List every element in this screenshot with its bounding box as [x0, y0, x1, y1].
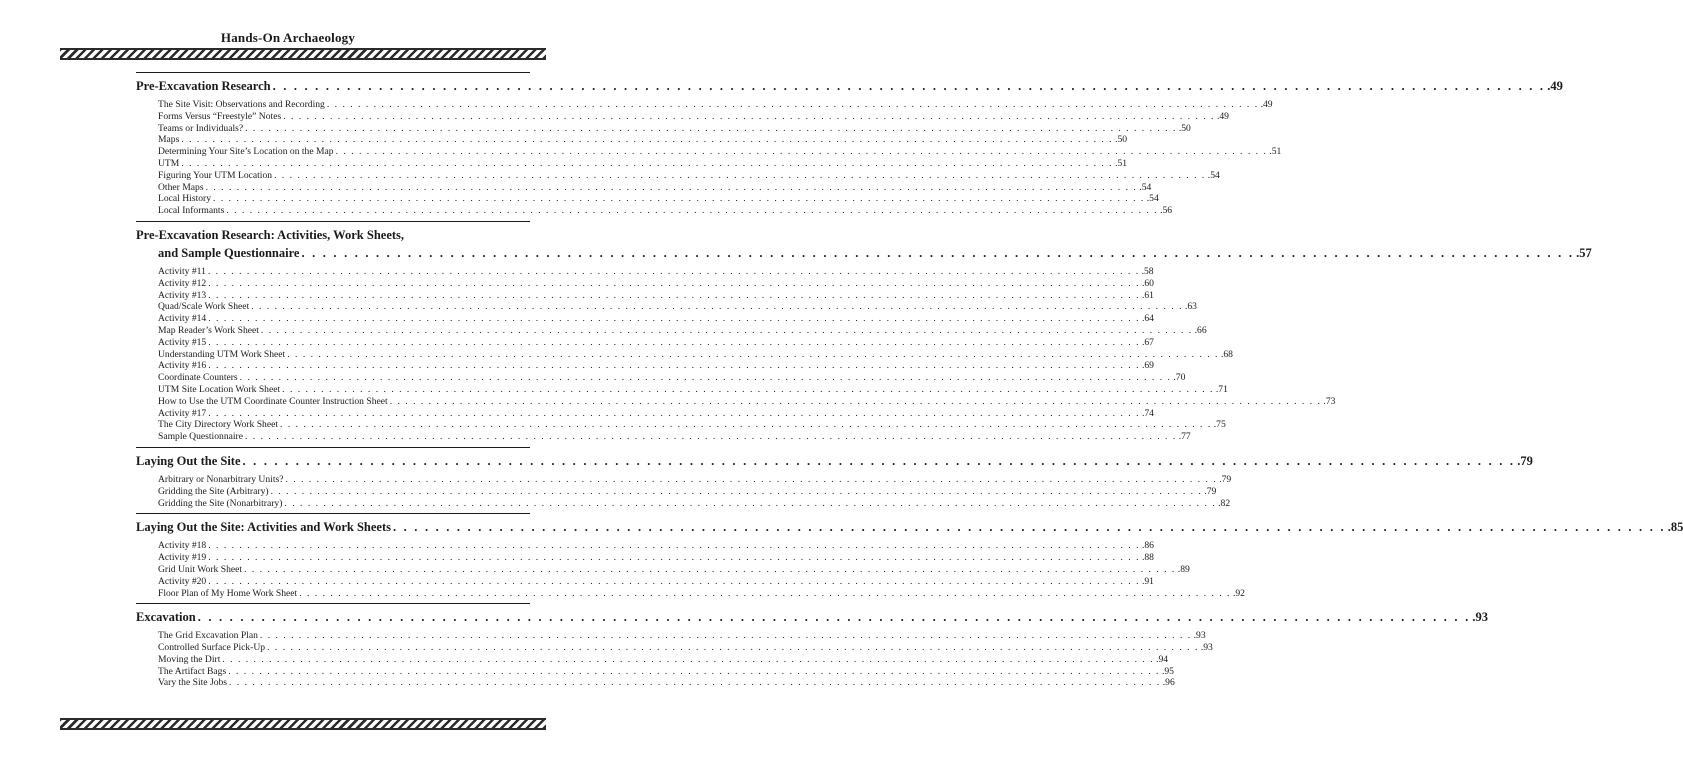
section-page-number: .85: [1667, 520, 1683, 535]
entry-page-number: .71: [1215, 383, 1228, 395]
entry-title: Activity #15: [158, 336, 207, 348]
toc-entry[interactable]: [136, 642, 1213, 654]
toc-entry[interactable]: [136, 677, 1175, 689]
entry-title: Understanding UTM Work Sheet: [158, 348, 286, 360]
entry-title: Activity #20: [158, 575, 207, 587]
entry-list: [136, 630, 1213, 689]
entry-page-number: .93: [1193, 630, 1206, 642]
entry-page-number: .70: [1173, 372, 1186, 384]
section-title: Pre-Excavation Research: [136, 79, 271, 93]
entry-page-number: .96: [1162, 677, 1175, 689]
entry-list: [136, 99, 1282, 217]
entry-page-number: .69: [1141, 360, 1154, 372]
dot-leader: . . . . . . . . . . . . . . . . . . . . . . . . . . . . . . . . . . . . . . . . . . . . . . . . . . . . . . . . . . . . . . . . . . . . . . . . . . . . . . . . . . . . . . . . . . . . . . . . . . . . . . . . . . . . . . . . . . . . . . . .: [287, 348, 1219, 360]
toc-entry[interactable]: [136, 193, 1159, 205]
toc-entry[interactable]: [136, 419, 1226, 431]
toc-entry[interactable]: [136, 301, 1197, 313]
toc-section: [136, 603, 1489, 689]
entry-title: Quad/Scale Work Sheet: [158, 301, 250, 313]
entry-title: Gridding the Site (Arbitrary): [158, 485, 269, 497]
dot-leader: . . . . . . . . . . . . . . . . . . . . . . . . . . . . . . . . . . . . . . . . . . . . . . . . . . . . . . . . . . . . . . . . . . . . . . . . . . . . . . . . . . . . . . . . . . . . . . . . . . . . . . . . . . . . . . . . . . . . . . . .: [285, 473, 1218, 485]
toc-entry[interactable]: [136, 431, 1191, 443]
toc-entry[interactable]: [136, 395, 1336, 408]
entry-title: Activity #18: [158, 540, 207, 552]
entry-title: Forms Versus “Freestyle” Notes: [158, 110, 282, 122]
toc-entry[interactable]: [136, 336, 1154, 349]
toc-entry[interactable]: [136, 157, 1128, 170]
dot-leader: . . . . . . . . . . . . . . . . . . . . . . . . . . . . . . . . . . . . . . . . . . . . . . . . . . . . . . . . . . . . . . . . . . . . . . . . . . . . . . . . . . . . . . . . . . . . . . . . . . . . . . . . . . . . . . . . . . . . . . . .: [208, 313, 1140, 325]
dot-leader: . . . . . . . . . . . . . . . . . . . . . . . . . . . . . . . . . . . . . . . . . . . . . . . . . . . . . . . . . . . . . . . . . . . . . . . . . . . . . . . . . . . . . . . . . . . . . . . . . . . . . . . . . . . . . . . . . . . . . . . .: [226, 205, 1159, 217]
dot-leader: . . . . . . . . . . . . . . . . . . . . . . . . . . . . . . . . . . . . . . . . . . . . . . . . . . . . . . . . . . . . . . . . . . . . . . . . . . . . . . . . . . . . . . . . . . . . . . . . . . . . . . . . . . . . . . . . . . . . . . . .: [222, 653, 1155, 665]
entry-title: Activity #13: [158, 289, 207, 301]
entry-page-number: .89: [1177, 563, 1190, 575]
table-of-contents: [136, 72, 1683, 693]
entry-title: The City Directory Work Sheet: [158, 419, 279, 431]
entry-page-number: .50: [1178, 122, 1191, 134]
dot-leader: . . . . . . . . . . . . . . . . . . . . . . . . . . . . . . . . . . . . . . . . . . . . . . . . . . . . . . . . . . . . . . . . . . . . . . . . . . . . . . . . . . . . . . . . . . . . . . . . . . . . . . . . . . . . . . . . . . . . . . . .: [283, 110, 1215, 122]
section-heading[interactable]: [136, 610, 1489, 628]
entry-title: Grid Unit Work Sheet: [158, 563, 243, 575]
entry-list: [136, 473, 1232, 509]
entry-page-number: .94: [1156, 653, 1169, 665]
section-heading[interactable]: [136, 228, 530, 246]
entry-title: Determining Your Site’s Location on the Map: [158, 146, 334, 158]
entry-title: Floor Plan of My Home Work Sheet: [158, 587, 298, 599]
entry-title: Figuring Your UTM Location: [158, 169, 273, 181]
toc-entry[interactable]: [136, 205, 1173, 217]
entry-title: Local History: [158, 193, 212, 205]
toc-entry[interactable]: [136, 134, 1128, 146]
dot-leader: . . . . . . . . . . . . . . . . . . . . . . . . . . . . . . . . . . . . . . . . . . . . . . . . . . . . . . . . . . . . . . . . . . . . . . . . . . . . . . . . . . . . . . . . . . . . . . . . . . . . . . . . . . . . . . . . . . . . . . . .: [267, 642, 1199, 654]
dot-leader: . . . . . . . . . . . . . . . . . . . . . . . . . . . . . . . . . . . . . . . . . . . . . . . . . . . . . . . . . . . . . . . . . . . . . . . . . . . . . . . . . . . . . . . . . . . . . . . . . . . . . . . . . . . . . . . . . . . . . . . .: [208, 336, 1140, 348]
toc-entry[interactable]: [136, 630, 1206, 642]
entry-page-number: .93: [1200, 642, 1213, 654]
dot-leader: . . . . . . . . . . . . . . . . . . . . . . . . . . . . . . . . . . . . . . . . . . . . . . . . . . . . . . . . . . . . . . . . . . . . . . . . . . . . . . . . . . . . . . . . . . . . . . . . . . . . . . . . . . . . . . . . . . . . . . . .: [208, 552, 1140, 564]
entry-list: [136, 265, 1336, 443]
section-title: and Sample Questionnaire: [158, 245, 300, 260]
dot-leader: . . . . . . . . . . . . . . . . . . . . . . . . . . . . . . . . . . . . . . . . . . . . . . . . . . . . . . . . . . . . . . . . . . . . . . . . . . . . . . . . . . . . . . . . . . . . . . . . . . . . . . . . . . . . . . . . . . . . . . . .: [259, 630, 1192, 642]
entry-page-number: .64: [1141, 313, 1154, 325]
dot-leader: . . . . . . . . . . . . . . . . . . . . . . . . . . . . . . . . . . . . . . . . . . . . . . . . . . . . . . . . . . . . . . . . . . . . . . . . . . . . . . . . . . . . . . . . . . . . . . . . . . . . . . . . . . . . . . . . . . . . . . . .: [335, 146, 1268, 158]
entry-title: Vary the Site Jobs: [158, 677, 228, 689]
dot-leader: . . . . . . . . . . . . . . . . . . . . . . . . . . . . . . . . . . . . . . . . . . . . . . . . . . . . . . . . . . . . . . . . . . . . . . . . . . . . . . . . . . . . . . . . . . . . . . . . . . . . . . . . . . . . . . . . . . . . . . . .: [270, 485, 1203, 497]
dot-leader: . . . . . . . . . . . . . . . . . . . . . . . . . . . . . . . . . . . . . . . . . . . . . . . . . . . . . . . . . . . . . . . . . . . . . . . . . . . . . . . . . . . . . . . . . . . . . . . . . . . . . . . . . . . . . . . . . . . . . . . .: [239, 372, 1172, 384]
section-heading[interactable]: [136, 453, 1533, 472]
entry-title: Sample Questionnaire: [158, 431, 243, 443]
dot-leader: . . . . . . . . . . . . . . . . . . . . . . . . . . . . . . . . . . . . . . . . . . . . . . . . . . . . . . . . . . . . . . . . . . . . . . . . . . . . . . . . . . . . . . . . . . . . . . . . . . . . . . . . . . . . . . . . . . . . . . . .: [181, 157, 1114, 169]
entry-page-number: .49: [1216, 110, 1229, 122]
toc-entry[interactable]: [136, 169, 1220, 182]
section-title: Pre-Excavation Research: Activities, Work Sheets,: [136, 227, 405, 242]
toc-section: [136, 221, 1592, 443]
entry-page-number: .49: [1260, 99, 1273, 110]
entry-title: The Artifact Bags: [158, 665, 227, 677]
toc-entry[interactable]: [136, 563, 1190, 576]
toc-entry[interactable]: [136, 99, 1273, 111]
dot-leader: . . . . . . . . . . . . . . . . . . . . . . . . . . . . . . . . . . . . . . . . . . . . . . . . . . . . . . . . . . . . . . . . . . . . . . . . . . . . . . . . . . . . . . . . . . . . . . . . . . . . . . . . . . . . . . . . . . . . . . . .: [207, 265, 1140, 277]
entry-page-number: .54: [1139, 181, 1152, 193]
section-page-number: .49: [1547, 79, 1563, 93]
section-heading[interactable]: [136, 520, 1683, 538]
entry-page-number: .75: [1213, 419, 1226, 431]
entry-page-number: .73: [1323, 395, 1336, 407]
dot-leader: . . . . . . . . . . . . . . . . . . . . . . . . . . . . . . . . . . . . . . . . . . . . . . . . . . . . . . . . . . . . . . . . . . . . . . . . . . . . . . . . . . . . . . . . . . . . . . . . . . . . . . . . . . . . . . . . . . . . . . . .: [208, 540, 1140, 552]
entry-page-number: .68: [1220, 348, 1233, 360]
entry-page-number: .91: [1141, 575, 1154, 587]
entry-title: How to Use the UTM Coordinate Counter Instruction Sheet: [158, 395, 388, 407]
toc-entry[interactable]: [136, 360, 1154, 372]
running-header-title: Hands-On Archaeology: [220, 30, 356, 45]
dot-leader: . . . . . . . . . . . . . . . . . . . . . . . . . . . . . . . . . . . . . . . . . . . . . . . . . . . . . . . . . . . . . . . . . . . . . . . . . . . . . . . . . . . . . . . . . . . . . . . . . . . . . . . . . . . . . . . . . . . . . . . .: [208, 407, 1140, 419]
section-title: Laying Out the Site: Activities and Work Sheets: [136, 520, 391, 535]
toc-entry[interactable]: [136, 265, 1154, 278]
section-heading[interactable]: [136, 245, 1592, 264]
dot-leader: . . . . . . . . . . . . . . . . . . . . . . . . . . . . . . . . . . . . . . . . . . . . . . . . . . . . . . . . . . . . . . . . . . . . . . . . . . . . . . . . . . . . . . . . . . . . . . . . . . . . . . . . . . . . . . . . . . . . . . . .: [245, 122, 1177, 134]
section-title: Excavation: [136, 610, 196, 625]
toc-entry[interactable]: [136, 110, 1229, 123]
toc-entry[interactable]: [136, 485, 1217, 498]
entry-title: Controlled Surface Pick-Up: [158, 642, 266, 654]
entry-page-number: .56: [1160, 205, 1173, 217]
dot-leader: . . . . . . . . . . . . . . . . . . . . . . . . . . . . . . . . . . . . . . . . . . . . . . . . . . . . . . . . . . . . . . . . . . . . . . . . . . . . . . . . . . . . . . . . . . . . . . . . . . . . . . . . . . . . . . . . . . . . . . . .: [228, 665, 1160, 677]
toc-entry[interactable]: [136, 383, 1228, 396]
section-page-number: .57: [1576, 245, 1592, 260]
entry-page-number: .60: [1141, 277, 1154, 289]
toc-entry[interactable]: [136, 473, 1232, 486]
entry-page-number: .58: [1141, 265, 1154, 277]
entry-title: Map Reader’s Work Sheet: [158, 324, 259, 336]
dot-leader: . . . . . . . . . . . . . . . . . . . . . . . . . . . . . . . . . . . . . . . . . . . . . . . . . . . . . . . . . . . . . . . . . . . . . . . . . . . . . . . . . . . . . . . . . . . . . . . . . . . . . . . . . . . . . . . . . . . . . . . .: [301, 245, 1575, 260]
toc-section: [136, 513, 1683, 599]
section-page-number: .79: [1517, 453, 1533, 468]
entry-title: UTM: [158, 157, 180, 169]
entry-page-number: .86: [1141, 540, 1154, 552]
toc-entry[interactable]: [136, 407, 1154, 420]
section-page-number: .93: [1472, 610, 1489, 625]
dot-leader: . . . . . . . . . . . . . . . . . . . . . . . . . . . . . . . . . . . . . . . . . . . . . . . . . . . . . . . . . . . . . . . . . . . . . . . . . . . . . . . . . . . . . . . . . . . . . . . . . . . . . . . . . . . . . . . . . . . . . . . .: [299, 587, 1231, 599]
entry-title: Gridding the Site (Nonarbitrary): [158, 497, 283, 509]
toc-entry[interactable]: [136, 277, 1154, 290]
entry-title: The Grid Excavation Plan: [158, 630, 258, 642]
toc-section: [136, 72, 1563, 217]
dot-leader: . . . . . . . . . . . . . . . . . . . . . . . . . . . . . . . . . . . . . . . . . . . . . . . . . . . . . . . . . . . . . . . . . . . . . . . . . . . . . . . . . . . . . . . . . . . . . . . . . . . . . . . . . . . . . . . . . . . . . . . .: [245, 431, 1177, 443]
dot-leader: . . . . . . . . . . . . . . . . . . . . . . . . . . . . . . . . . . . . . . . . . . . . . . . . . . . . . . . . . . . . . . . . . . . . . . . . . . . . . . . . . . . . . . . . . . . . . . . . . . . . . . . . . . . . . . . . . . . . . . . .: [272, 79, 1546, 93]
dot-leader: . . . . . . . . . . . . . . . . . . . . . . . . . . . . . . . . . . . . . . . . . . . . . . . . . . . . . . . . . . . . . . . . . . . . . . . . . . . . . . . . . . . . . . . . . . . . . . . . . . . . . . . . . . . . . . . . . . . . . . . .: [208, 277, 1140, 289]
dot-leader: . . . . . . . . . . . . . . . . . . . . . . . . . . . . . . . . . . . . . . . . . . . . . . . . . . . . . . . . . . . . . . . . . . . . . . . . . . . . . . . . . . . . . . . . . . . . . . . . . . . . . . . . . . . . . . . . . . . . . . . .: [274, 169, 1206, 181]
toc-entry[interactable]: [136, 587, 1245, 600]
entry-page-number: .54: [1146, 193, 1159, 205]
dot-leader: . . . . . . . . . . . . . . . . . . . . . . . . . . . . . . . . . . . . . . . . . . . . . . . . . . . . . . . . . . . . . . . . . . . . . . . . . . . . . . . . . . . . . . . . . . . . . . . . . . . . . . . . . . . . . . . . . . . . . . . .: [208, 360, 1140, 372]
entry-title: Activity #14: [158, 313, 207, 325]
entry-page-number: .51: [1269, 146, 1282, 158]
toc-entry[interactable]: [136, 497, 1231, 510]
dot-leader: . . . . . . . . . . . . . . . . . . . . . . . . . . . . . . . . . . . . . . . . . . . . . . . . . . . . . . . . . . . . . . . . . . . . . . . . . . . . . . . . . . . . . . . . . . . . . . . . . . . . . . . . . . . . . . . . . . . . . . . .: [280, 419, 1212, 431]
entry-page-number: .79: [1204, 485, 1217, 497]
entry-title: Maps: [158, 134, 180, 146]
dot-leader: . . . . . . . . . . . . . . . . . . . . . . . . . . . . . . . . . . . . . . . . . . . . . . . . . . . . . . . . . . . . . . . . . . . . . . . . . . . . . . . . . . . . . . . . . . . . . . . . . . . . . . . . . . . . . . . . . . . . . . . .: [213, 193, 1145, 205]
toc-entry[interactable]: [136, 181, 1152, 194]
toc-entry[interactable]: [136, 540, 1154, 552]
entry-title: Teams or Individuals?: [158, 122, 244, 134]
toc-entry[interactable]: [136, 575, 1154, 588]
toc-entry[interactable]: [136, 653, 1169, 666]
dot-leader: . . . . . . . . . . . . . . . . . . . . . . . . . . . . . . . . . . . . . . . . . . . . . . . . . . . . . . . . . . . . . . . . . . . . . . . . . . . . . . . . . . . . . . . . . . . . . . . . . . . . . . . . . . . . . . . . . . . . . . . .: [208, 289, 1140, 301]
entry-title: Other Maps: [158, 181, 204, 193]
entry-page-number: .74: [1141, 407, 1154, 419]
dot-leader: . . . . . . . . . . . . . . . . . . . . . . . . . . . . . . . . . . . . . . . . . . . . . . . . . . . . . . . . . . . . . . . . . . . . . . . . . . . . . . . . . . . . . . . . . . . . . . . . . . . . . . . . . . . . . . . . . . . . . . . .: [197, 610, 1471, 625]
entry-page-number: .67: [1141, 336, 1154, 348]
entry-page-number: .92: [1232, 587, 1245, 599]
entry-title: Coordinate Counters: [158, 372, 238, 384]
entry-page-number: .79: [1219, 473, 1232, 485]
toc-entry[interactable]: [136, 324, 1207, 337]
decorative-border-bottom: [60, 718, 546, 730]
toc-entry[interactable]: [136, 372, 1186, 384]
dot-leader: . . . . . . . . . . . . . . . . . . . . . . . . . . . . . . . . . . . . . . . . . . . . . . . . . . . . . . . . . . . . . . . . . . . . . . . . . . . . . . . . . . . . . . . . . . . . . . . . . . . . . . . . . . . . . . . . . . . . . . . .: [251, 301, 1183, 313]
section-heading[interactable]: [136, 79, 1563, 97]
entry-title: Local Informants: [158, 205, 225, 217]
toc-entry[interactable]: [136, 348, 1233, 361]
dot-leader: . . . . . . . . . . . . . . . . . . . . . . . . . . . . . . . . . . . . . . . . . . . . . . . . . . . . . . . . . . . . . . . . . . . . . . . . . . . . . . . . . . . . . . . . . . . . . . . . . . . . . . . . . . . . . . . . . . . . . . . .: [282, 383, 1214, 395]
dot-leader: . . . . . . . . . . . . . . . . . . . . . . . . . . . . . . . . . . . . . . . . . . . . . . . . . . . . . . . . . . . . . . . . . . . . . . . . . . . . . . . . . . . . . . . . . . . . . . . . . . . . . . . . . . . . . . . . . . . . . . . .: [208, 575, 1140, 587]
entry-title: Moving the Dirt: [158, 653, 221, 665]
section-title: Laying Out the Site: [136, 453, 241, 468]
dot-leader: . . . . . . . . . . . . . . . . . . . . . . . . . . . . . . . . . . . . . . . . . . . . . . . . . . . . . . . . . . . . . . . . . . . . . . . . . . . . . . . . . . . . . . . . . . . . . . . . . . . . . . . . . . . . . . . . . . . . . . . .: [393, 520, 1666, 535]
dot-leader: . . . . . . . . . . . . . . . . . . . . . . . . . . . . . . . . . . . . . . . . . . . . . . . . . . . . . . . . . . . . . . . . . . . . . . . . . . . . . . . . . . . . . . . . . . . . . . . . . . . . . . . . . . . . . . . . . . . . . . . .: [260, 324, 1193, 336]
entry-page-number: .51: [1115, 157, 1128, 169]
dot-leader: . . . . . . . . . . . . . . . . . . . . . . . . . . . . . . . . . . . . . . . . . . . . . . . . . . . . . . . . . . . . . . . . . . . . . . . . . . . . . . . . . . . . . . . . . . . . . . . . . . . . . . . . . . . . . . . . . . . . . . . .: [205, 181, 1138, 193]
entry-title: Activity #12: [158, 277, 207, 289]
entry-title: UTM Site Location Work Sheet: [158, 383, 281, 395]
entry-page-number: .82: [1218, 497, 1231, 509]
entry-page-number: .77: [1178, 431, 1191, 443]
entry-page-number: .61: [1141, 289, 1154, 301]
dot-leader: . . . . . . . . . . . . . . . . . . . . . . . . . . . . . . . . . . . . . . . . . . . . . . . . . . . . . . . . . . . . . . . . . . . . . . . . . . . . . . . . . . . . . . . . . . . . . . . . . . . . . . . . . . . . . . . . . . . . . . . .: [389, 395, 1322, 407]
toc-entry[interactable]: [136, 665, 1174, 678]
entry-page-number: .54: [1207, 169, 1220, 181]
entry-page-number: .50: [1115, 134, 1128, 146]
entry-list: [136, 540, 1245, 599]
toc-entry[interactable]: [136, 313, 1154, 325]
toc-entry[interactable]: [136, 146, 1282, 158]
entry-page-number: .66: [1194, 324, 1207, 336]
entry-title: Activity #16: [158, 360, 207, 372]
entry-title: Activity #19: [158, 552, 207, 564]
toc-entry[interactable]: [136, 289, 1154, 302]
entry-title: Activity #11: [158, 265, 206, 277]
entry-title: Activity #17: [158, 407, 207, 419]
dot-leader: . . . . . . . . . . . . . . . . . . . . . . . . . . . . . . . . . . . . . . . . . . . . . . . . . . . . . . . . . . . . . . . . . . . . . . . . . . . . . . . . . . . . . . . . . . . . . . . . . . . . . . . . . . . . . . . . . . . . . . . .: [229, 677, 1161, 689]
entry-page-number: .63: [1184, 301, 1197, 313]
decorative-border-top: [60, 48, 546, 60]
entry-page-number: .95: [1161, 665, 1174, 677]
dot-leader: . . . . . . . . . . . . . . . . . . . . . . . . . . . . . . . . . . . . . . . . . . . . . . . . . . . . . . . . . . . . . . . . . . . . . . . . . . . . . . . . . . . . . . . . . . . . . . . . . . . . . . . . . . . . . . . . . . . . . . . .: [244, 563, 1176, 575]
toc-entry[interactable]: [136, 552, 1154, 564]
dot-leader: . . . . . . . . . . . . . . . . . . . . . . . . . . . . . . . . . . . . . . . . . . . . . . . . . . . . . . . . . . . . . . . . . . . . . . . . . . . . . . . . . . . . . . . . . . . . . . . . . . . . . . . . . . . . . . . . . . . . . . . .: [284, 497, 1217, 509]
toc-section: [136, 447, 1533, 509]
dot-leader: . . . . . . . . . . . . . . . . . . . . . . . . . . . . . . . . . . . . . . . . . . . . . . . . . . . . . . . . . . . . . . . . . . . . . . . . . . . . . . . . . . . . . . . . . . . . . . . . . . . . . . . . . . . . . . . . . . . . . . . .: [326, 99, 1259, 110]
entry-page-number: .88: [1141, 552, 1154, 564]
toc-entry[interactable]: [136, 122, 1191, 135]
entry-title: The Site Visit: Observations and Recording: [158, 99, 325, 110]
entry-title: Arbitrary or Nonarbitrary Units?: [158, 473, 284, 485]
dot-leader: . . . . . . . . . . . . . . . . . . . . . . . . . . . . . . . . . . . . . . . . . . . . . . . . . . . . . . . . . . . . . . . . . . . . . . . . . . . . . . . . . . . . . . . . . . . . . . . . . . . . . . . . . . . . . . . . . . . . . . . .: [242, 453, 1516, 468]
dot-leader: . . . . . . . . . . . . . . . . . . . . . . . . . . . . . . . . . . . . . . . . . . . . . . . . . . . . . . . . . . . . . . . . . . . . . . . . . . . . . . . . . . . . . . . . . . . . . . . . . . . . . . . . . . . . . . . . . . . . . . . .: [181, 134, 1114, 146]
